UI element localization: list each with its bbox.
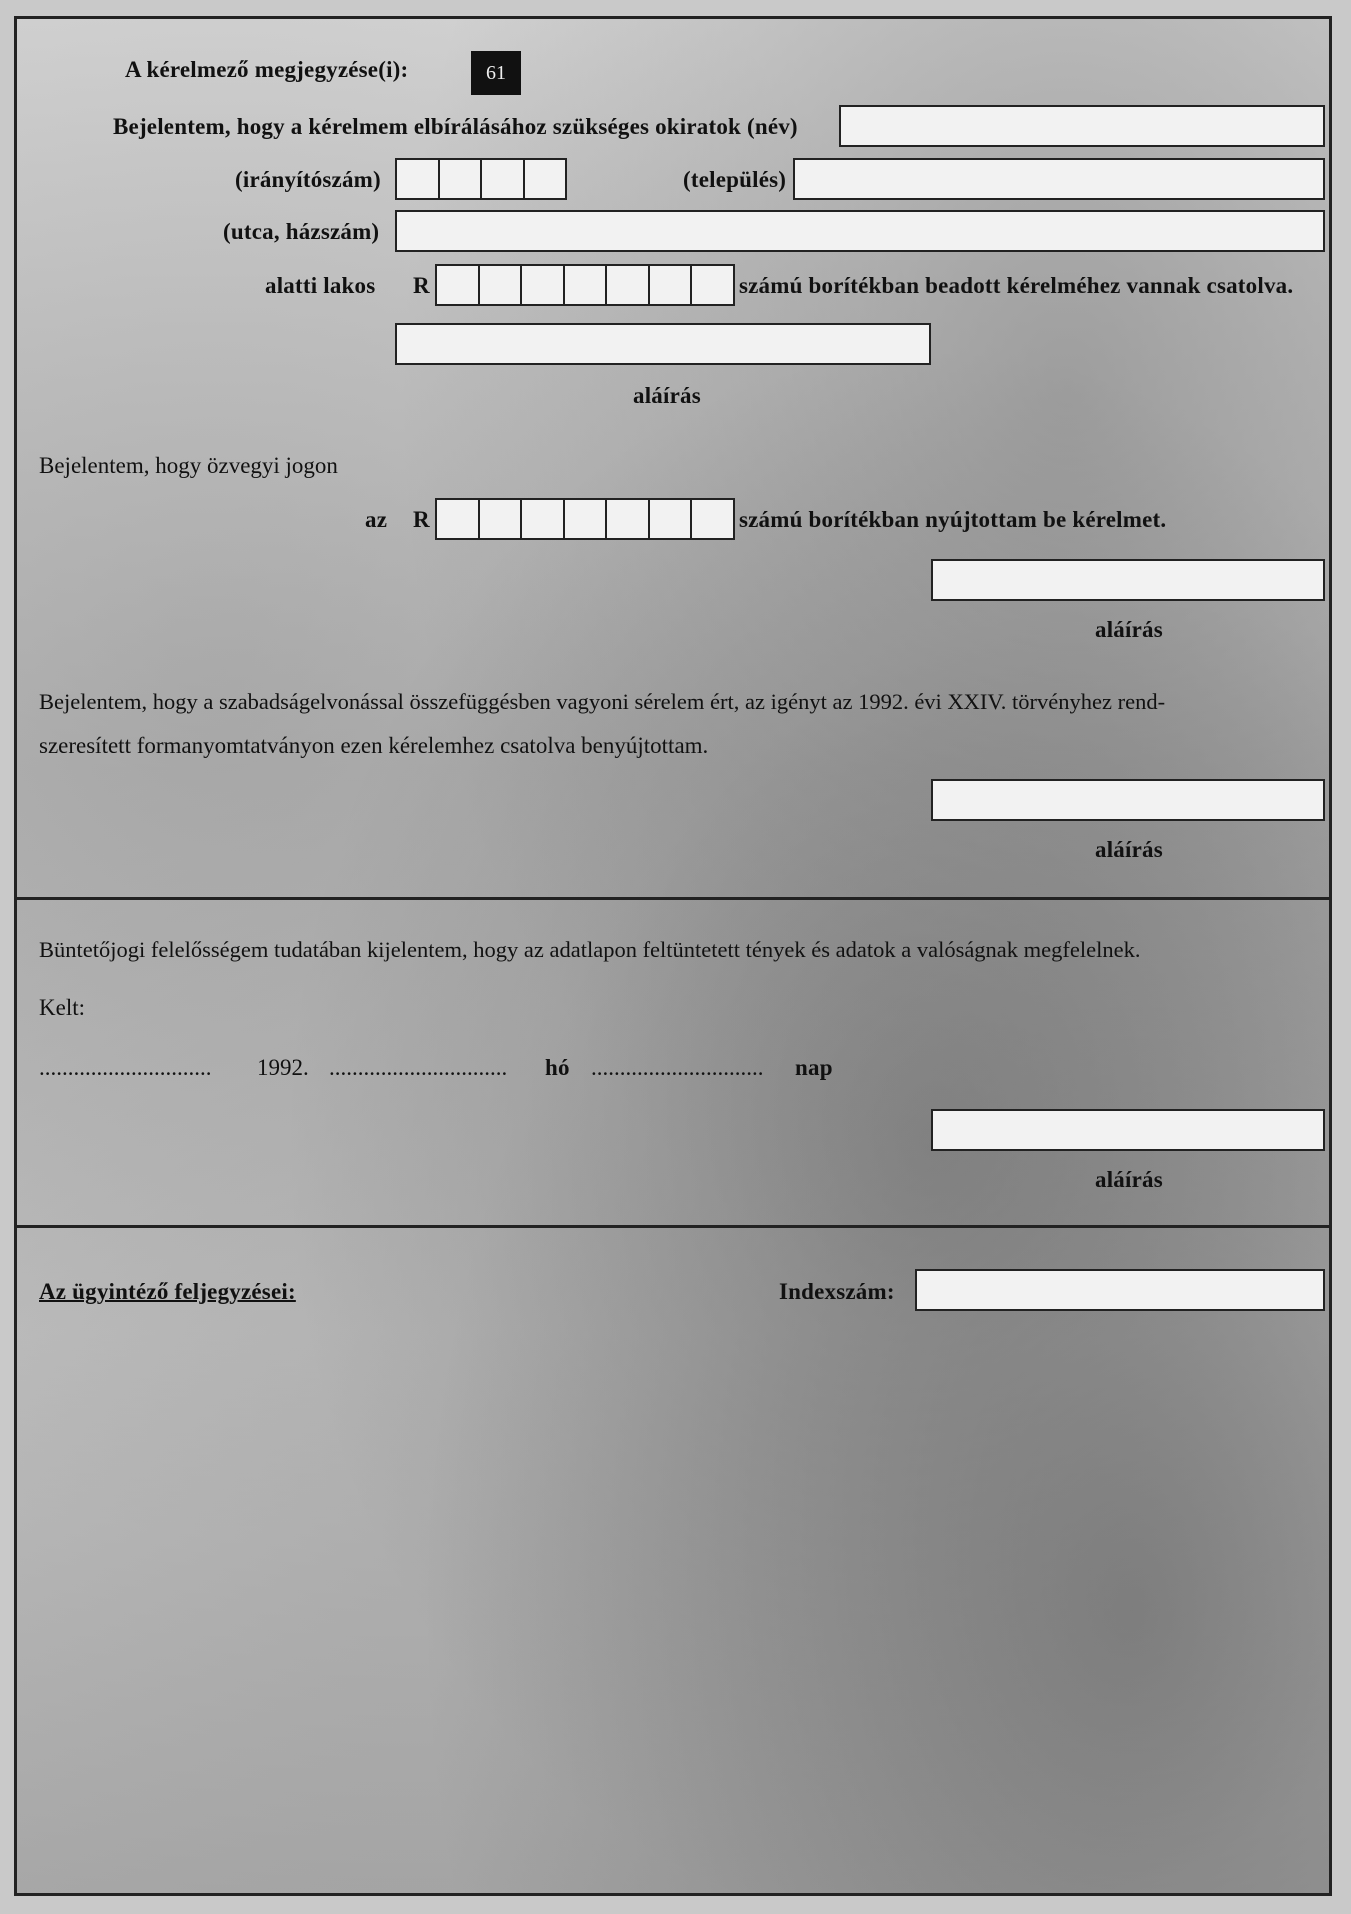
town-label: (település) — [683, 167, 787, 192]
signature-field-3[interactable] — [931, 779, 1325, 821]
kelt-label: Kelt: — [39, 995, 85, 1020]
az-label: az — [365, 507, 388, 532]
property-statement-line1: Bejelentem, hogy a szabadságelvonással összefüggésben vagyoni sérelem ért, az igényt az 1992. évi XXIV. törvényhez rend- — [39, 689, 1166, 714]
signature-label-2: aláírás — [1095, 617, 1163, 642]
form-page — [14, 16, 1332, 1896]
street-label: (utca, házszám) — [223, 219, 380, 244]
nap-label: nap — [795, 1055, 833, 1080]
widow-statement: Bejelentem, hogy özvegyi jogon — [39, 453, 338, 478]
year-text: 1992. — [257, 1055, 309, 1080]
name-field[interactable] — [839, 105, 1325, 147]
resident-label: alatti lakos — [265, 273, 376, 298]
signature-field-1[interactable] — [395, 323, 931, 365]
index-number-field[interactable] — [915, 1269, 1325, 1311]
place-dots[interactable]: .............................. — [39, 1055, 212, 1080]
clerk-notes-label: Az ügyintéző feljegyzései: — [39, 1279, 296, 1304]
r-prefix-1: R — [413, 273, 430, 298]
index-number-label: Indexszám: — [779, 1279, 895, 1304]
envelope-suffix-2: számú borítékban nyújtottam be kérelmet. — [739, 507, 1167, 532]
postcode-field[interactable] — [395, 158, 567, 200]
envelope-number-field-1[interactable] — [435, 264, 735, 306]
signature-label-1: aláírás — [633, 383, 701, 408]
envelope-number-field-2[interactable] — [435, 498, 735, 540]
day-dots[interactable]: .............................. — [591, 1055, 764, 1080]
section-divider-2 — [17, 1225, 1329, 1228]
ho-label: hó — [545, 1055, 570, 1080]
signature-field-2[interactable] — [931, 559, 1325, 601]
signature-label-4: aláírás — [1095, 1167, 1163, 1192]
street-field[interactable] — [395, 210, 1325, 252]
signature-label-3: aláírás — [1095, 837, 1163, 862]
postcode-label: (irányítószám) — [235, 167, 381, 192]
property-statement-line2: szeresített formanyomtatványon ezen kérelemhez csatolva benyújtottam. — [39, 733, 709, 758]
applicant-notes-label: A kérelmező megjegyzése(i): — [125, 57, 409, 82]
month-dots[interactable]: ............................... — [329, 1055, 508, 1080]
declaration-statement: Büntetőjogi felelősségem tudatában kijelentem, hogy az adatlapon feltüntetett tények és adatok a valóságnak megfelelnek. — [39, 937, 1141, 962]
signature-field-4[interactable] — [931, 1109, 1325, 1151]
r-prefix-2: R — [413, 507, 430, 532]
section-code-badge: 61 — [471, 51, 521, 95]
documents-statement: Bejelentem, hogy a kérelmem elbírálásához szükséges okiratok (név) — [113, 114, 798, 139]
envelope-suffix-1: számú borítékban beadott kérelméhez vannak csatolva. — [739, 273, 1294, 298]
town-field[interactable] — [793, 158, 1325, 200]
section-divider-1 — [17, 897, 1329, 900]
